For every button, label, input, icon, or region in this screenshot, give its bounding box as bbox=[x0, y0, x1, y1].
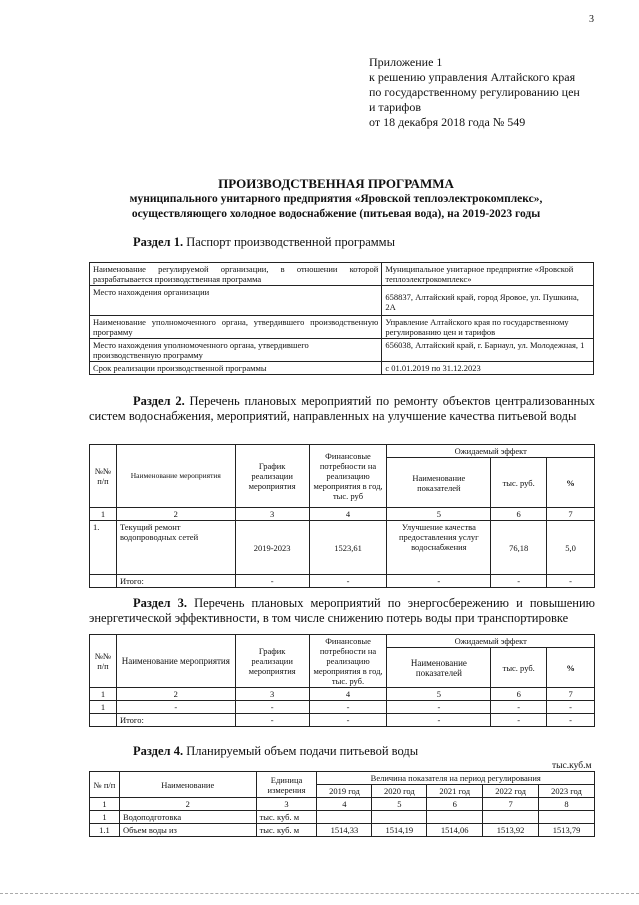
table-row bbox=[90, 824, 595, 837]
row-dash: - bbox=[547, 701, 595, 714]
total-dash: - bbox=[309, 575, 387, 588]
title-line2: муниципального унитарного предприятия «Яровской теплоэлектрокомплекс», bbox=[129, 193, 543, 205]
row-dash: - bbox=[491, 701, 547, 714]
row-value: 1514,06 bbox=[427, 824, 483, 837]
header-indicator: Наименование показателей bbox=[387, 458, 491, 508]
row-name: Текущий ремонт водопроводных сетей bbox=[116, 521, 235, 575]
total-dash: - bbox=[547, 714, 595, 727]
table-cell: Наименование уполномоченного органа, утвердившего производственную программу bbox=[90, 316, 382, 339]
water-volume-table bbox=[89, 771, 595, 837]
row-value bbox=[427, 811, 483, 824]
header-num: №№ п/п bbox=[90, 445, 117, 508]
title-main: ПРОИЗВОДСТВЕННАЯ ПРОГРАММА bbox=[218, 176, 454, 191]
row-dash: - bbox=[235, 701, 309, 714]
table-cell: Муниципальное унитарное предприятие «Яровской теплоэлектрокомплекс» bbox=[382, 263, 594, 286]
row-dash: - bbox=[387, 701, 491, 714]
col-number: 2 bbox=[119, 798, 256, 811]
header-percent: % bbox=[547, 648, 595, 688]
appendix-line: по государственному регулированию цен bbox=[369, 85, 580, 99]
total-empty bbox=[90, 575, 117, 588]
row-num: 1. bbox=[90, 521, 117, 575]
title-line3: осуществляющего холодное водоснабжение (питьевая вода), на 2019-2023 годы bbox=[131, 208, 541, 220]
total-dash: - bbox=[387, 714, 491, 727]
col-number: 6 bbox=[427, 798, 483, 811]
header-name: Наименование мероприятия bbox=[116, 445, 235, 508]
col-number: 7 bbox=[547, 688, 595, 701]
appendix-line: Приложение 1 bbox=[369, 55, 443, 69]
col-number: 4 bbox=[317, 798, 372, 811]
header-year: 2020 год bbox=[372, 785, 427, 798]
table-header-row bbox=[90, 445, 595, 458]
row-percent: 5,0 bbox=[547, 521, 595, 575]
row-name: Объем воды из bbox=[119, 824, 256, 837]
section2-label: Раздел 2. bbox=[133, 394, 185, 408]
table-total-row bbox=[90, 714, 595, 727]
col-number: 1 bbox=[90, 798, 120, 811]
table-cell: 658837, Алтайский край, город Яровое, ул. Пушкина, 2А bbox=[382, 286, 594, 316]
page-bottom-divider bbox=[0, 893, 639, 894]
table-cell: Срок реализации производственной программы bbox=[90, 362, 382, 375]
appendix-block bbox=[369, 55, 604, 130]
row-unit: тыс. куб. м bbox=[256, 824, 317, 837]
row-value bbox=[317, 811, 372, 824]
table-row bbox=[90, 701, 595, 714]
row-value: 1514,33 bbox=[317, 824, 372, 837]
header-effect: Ожидаемый эффект bbox=[387, 445, 595, 458]
section4-label: Раздел 4. bbox=[133, 744, 184, 758]
section2-heading bbox=[89, 394, 595, 424]
header-finance: Финансовые потребности на реализацию мероприятия в год, тыс. руб. bbox=[309, 635, 387, 688]
col-number: 7 bbox=[547, 508, 595, 521]
header-year: 2021 год bbox=[427, 785, 483, 798]
table-row bbox=[90, 286, 594, 316]
row-dash: - bbox=[116, 701, 235, 714]
row-value: 1513,79 bbox=[539, 824, 595, 837]
unit-label: тыс.куб.м bbox=[552, 761, 592, 771]
header-schedule: График реализации мероприятия bbox=[235, 635, 309, 688]
header-num: №№ п/п bbox=[90, 635, 117, 688]
total-empty bbox=[90, 714, 117, 727]
table-cell: Управление Алтайского края по государственному регулированию цен и тарифов bbox=[382, 316, 594, 339]
header-thousand: тыс. руб. bbox=[491, 458, 547, 508]
section4-text: Планируемый объем подачи питьевой воды bbox=[183, 744, 419, 758]
header-num: № п/п bbox=[90, 772, 120, 798]
header-thousand: тыс. руб. bbox=[491, 648, 547, 688]
passport-table bbox=[89, 262, 594, 375]
row-indicator: Улучшение качества предоставления услуг водоснабжения bbox=[387, 521, 491, 575]
table-total-row bbox=[90, 575, 595, 588]
col-number: 2 bbox=[116, 508, 235, 521]
header-finance: Финансовые потребности на реализацию мероприятия в год, тыс. руб bbox=[309, 445, 387, 508]
row-unit: тыс. куб. м bbox=[256, 811, 317, 824]
row-value bbox=[372, 811, 427, 824]
header-indicator: Наименование показателей bbox=[387, 648, 491, 688]
section1-text: Паспорт производственной программы bbox=[183, 235, 395, 249]
col-number: 4 bbox=[309, 508, 387, 521]
col-number: 5 bbox=[387, 508, 491, 521]
table-header-row bbox=[90, 635, 595, 648]
table-row bbox=[90, 339, 594, 362]
total-dash: - bbox=[309, 714, 387, 727]
program-title bbox=[60, 175, 612, 222]
appendix-line: от 18 декабря 2018 года № 549 bbox=[369, 115, 526, 129]
total-label: Итого: bbox=[116, 714, 235, 727]
row-schedule: 2019-2023 bbox=[235, 521, 309, 575]
row-thousand: 76,18 bbox=[491, 521, 547, 575]
table-cell: Наименование регулируемой организации, в отношении которой разрабатывается производственная программа bbox=[90, 263, 382, 286]
row-num: 1 bbox=[90, 811, 120, 824]
col-number: 5 bbox=[372, 798, 427, 811]
table-cell: 656038, Алтайский край, г. Барнаул, ул. Молодежная, 1 bbox=[382, 339, 594, 362]
row-num: 1 bbox=[90, 701, 117, 714]
row-num: 1.1 bbox=[90, 824, 120, 837]
row-finance: 1523,61 bbox=[309, 521, 387, 575]
col-number: 1 bbox=[90, 508, 117, 521]
repair-measures-table bbox=[89, 444, 595, 588]
col-number: 8 bbox=[539, 798, 595, 811]
section1-heading bbox=[133, 235, 395, 250]
total-dash: - bbox=[491, 575, 547, 588]
row-name: Водоподготовка bbox=[119, 811, 256, 824]
section3-heading bbox=[89, 596, 595, 626]
section1-label: Раздел 1. bbox=[133, 235, 184, 249]
header-unit: Единица измерения bbox=[256, 772, 317, 798]
appendix-line: к решению управления Алтайского края bbox=[369, 70, 576, 84]
table-row bbox=[90, 263, 594, 286]
total-dash: - bbox=[387, 575, 491, 588]
row-value bbox=[539, 811, 595, 824]
col-number: 4 bbox=[309, 688, 387, 701]
table-row bbox=[90, 362, 594, 375]
col-number: 3 bbox=[256, 798, 317, 811]
table-row bbox=[90, 811, 595, 824]
header-schedule: График реализации мероприятия bbox=[235, 445, 309, 508]
col-number: 6 bbox=[491, 508, 547, 521]
col-number: 6 bbox=[491, 688, 547, 701]
table-cell: Место нахождения организации bbox=[90, 286, 382, 316]
column-number-row bbox=[90, 798, 595, 811]
page-number: 3 bbox=[589, 14, 594, 25]
section2-text: Перечень плановых мероприятий по ремонту объектов централизованных систем водоснабжения, мероприятий, направленных на улучшение качества питьевой воды bbox=[89, 394, 595, 423]
section3-text: Перечень плановых мероприятий по энергосбережению и повышению энергетической эффективности, в том числе снижению потерь воды при транспортировке bbox=[89, 596, 595, 625]
header-name: Наименование bbox=[119, 772, 256, 798]
col-number: 2 bbox=[116, 688, 235, 701]
col-number: 3 bbox=[235, 688, 309, 701]
section3-label: Раздел 3. bbox=[133, 596, 188, 610]
col-number: 3 bbox=[235, 508, 309, 521]
header-year: 2019 год bbox=[317, 785, 372, 798]
row-dash: - bbox=[309, 701, 387, 714]
total-label: Итого: bbox=[116, 575, 235, 588]
total-dash: - bbox=[235, 714, 309, 727]
row-value: 1513,92 bbox=[483, 824, 539, 837]
col-number: 1 bbox=[90, 688, 117, 701]
total-dash: - bbox=[235, 575, 309, 588]
total-dash: - bbox=[491, 714, 547, 727]
table-cell: с 01.01.2019 по 31.12.2023 bbox=[382, 362, 594, 375]
table-row bbox=[90, 316, 594, 339]
column-number-row bbox=[90, 688, 595, 701]
table-cell: Место нахождения уполномоченного органа, утвердившего производственную программу bbox=[90, 339, 382, 362]
column-number-row bbox=[90, 508, 595, 521]
total-dash: - bbox=[547, 575, 595, 588]
header-effect: Ожидаемый эффект bbox=[387, 635, 595, 648]
header-period: Величина показателя на период регулирования bbox=[317, 772, 595, 785]
header-year: 2022 год bbox=[483, 785, 539, 798]
row-value bbox=[483, 811, 539, 824]
col-number: 7 bbox=[483, 798, 539, 811]
energy-measures-table bbox=[89, 634, 595, 727]
row-value: 1514,19 bbox=[372, 824, 427, 837]
header-year: 2023 год bbox=[539, 785, 595, 798]
appendix-line: и тарифов bbox=[369, 100, 422, 114]
header-name: Наименование мероприятия bbox=[116, 635, 235, 688]
col-number: 5 bbox=[387, 688, 491, 701]
header-percent: % bbox=[547, 458, 595, 508]
section4-heading bbox=[133, 744, 418, 759]
table-row bbox=[90, 521, 595, 575]
table-header-row bbox=[90, 772, 595, 785]
